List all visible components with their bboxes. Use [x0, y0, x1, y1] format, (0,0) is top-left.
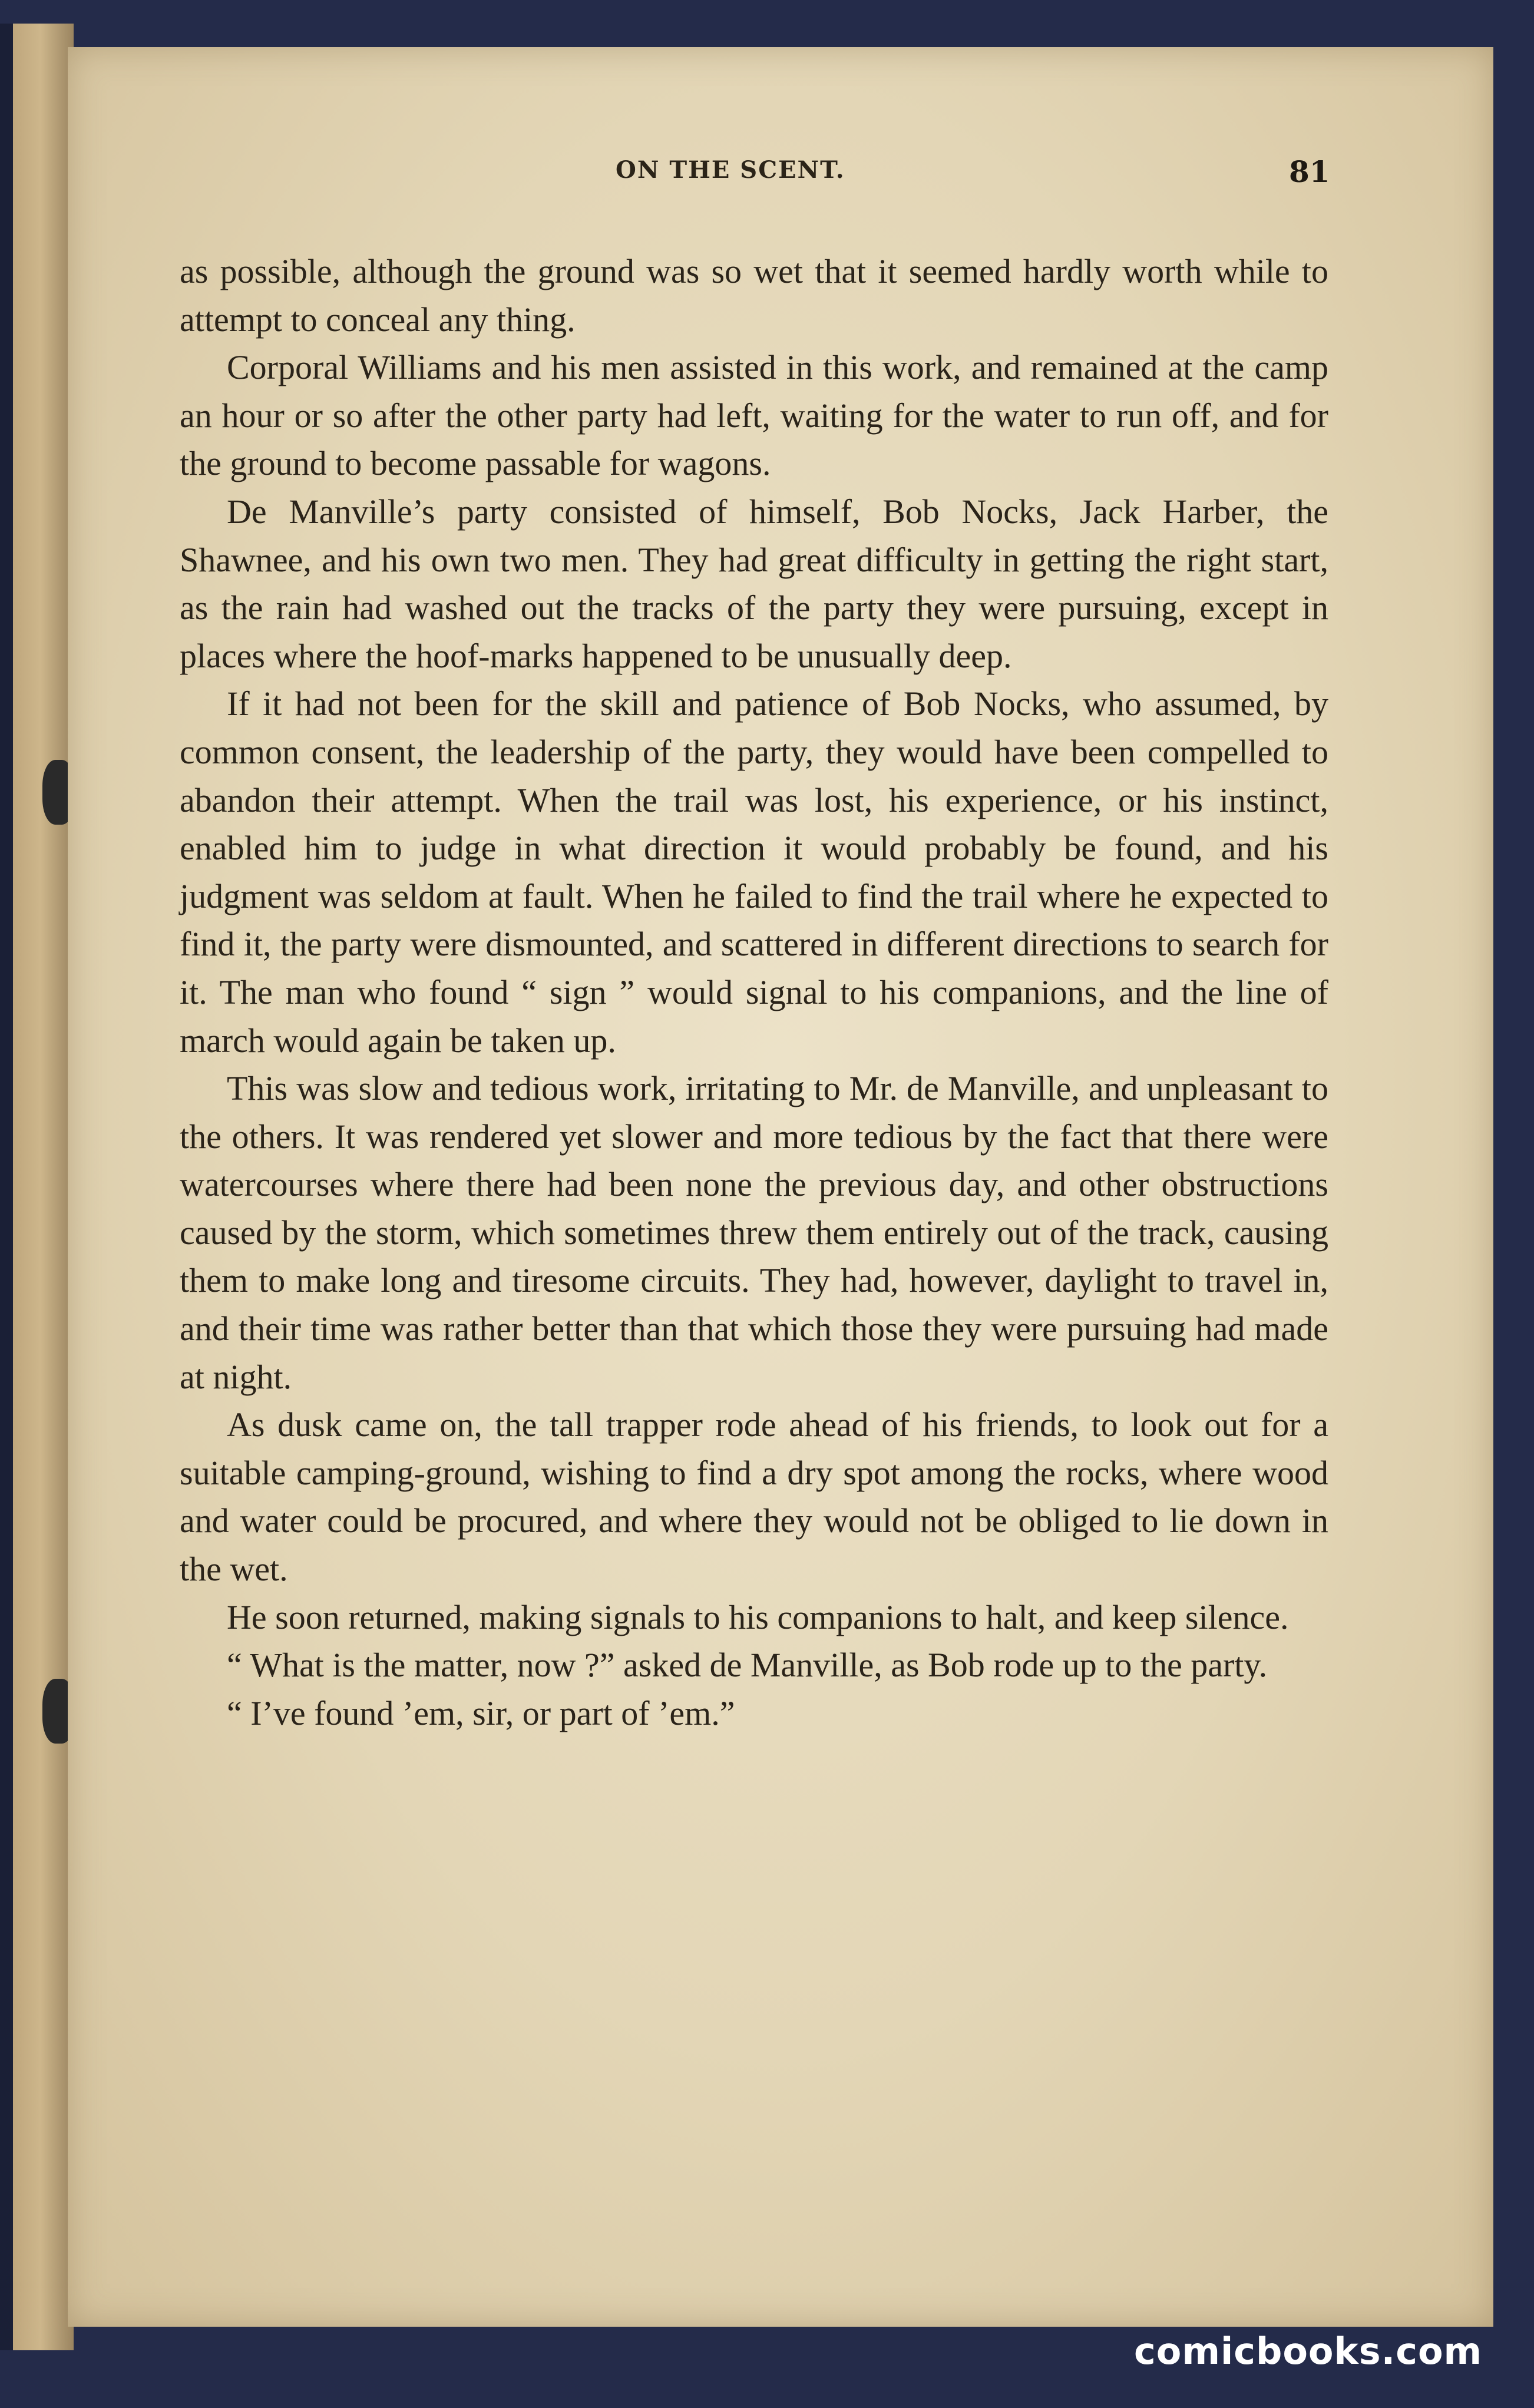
paragraph: as possible, although the ground was so wet that it seemed hardly worth while to attempt to conceal any thing.: [180, 252, 1328, 339]
paragraph: He soon returned, making signals to his companions to halt, and keep silence.: [227, 1597, 1289, 1636]
paragraph: “ I’ve found ’em, sir, or part of ’em.”: [227, 1693, 735, 1732]
left-page-edge: [0, 24, 74, 2350]
paragraph: “ What is the matter, now ?” asked de Manville, as Bob rode up to the party.: [227, 1646, 1268, 1685]
paragraph: This was slow and tedious work, irritating to Mr. de Manville, and unpleasant to the others. It was rendered yet slower and more tedious by the fact that there were watercourses where there had been none the previous day, and other obstructions caused by the storm, which sometimes threw them entirely out of the track, causing them to make long and tiresome circuits. They had, however, daylight to travel in, and their time was rather better than that which those they were pursuing had made at night.: [180, 1069, 1328, 1396]
paragraph: If it had not been for the skill and patience of Bob Nocks, who assumed, by common consent, the leadership of the party, they would have been compelled to abandon their attempt. When the trail was lost, his experience, or his instinct, enabled him to judge in what direction it would probably be found, and his judgment was seldom at fault. When he failed to find the trail where he expected to find it, the party were dismounted, and scattered in different directions to search for it. The man who found “ sign ” would signal to his companions, and the line of march would again be taken up.: [180, 684, 1328, 1060]
book-cover-edge: [0, 24, 13, 2350]
body-text: [180, 247, 1328, 1737]
running-head: ON THE SCENT.: [616, 156, 845, 184]
watermark: comicbooks.com: [1134, 2330, 1483, 2373]
paragraph: De Manville’s party consisted of himself, Bob Nocks, Jack Harber, the Shawnee, and his own two men. They had great difficulty in getting the right start, as the rain had washed out the tracks of the party they were pursuing, except in places where the hoof-marks happened to be unusually deep.: [180, 492, 1328, 675]
paragraph: As dusk came on, the tall trapper rode ahead of his friends, to look out for a suitable camping-ground, wishing to find a dry spot among the rocks, where wood and water could be procured, and where they would not be obliged to lie down in the wet.: [180, 1405, 1328, 1589]
page-number: 81: [1289, 154, 1330, 189]
paragraph: Corporal Williams and his men assisted in this work, and remained at the camp an hour or so after the other party had left, waiting for the water to run off, and for the ground to become passable for wagons.: [180, 348, 1328, 483]
